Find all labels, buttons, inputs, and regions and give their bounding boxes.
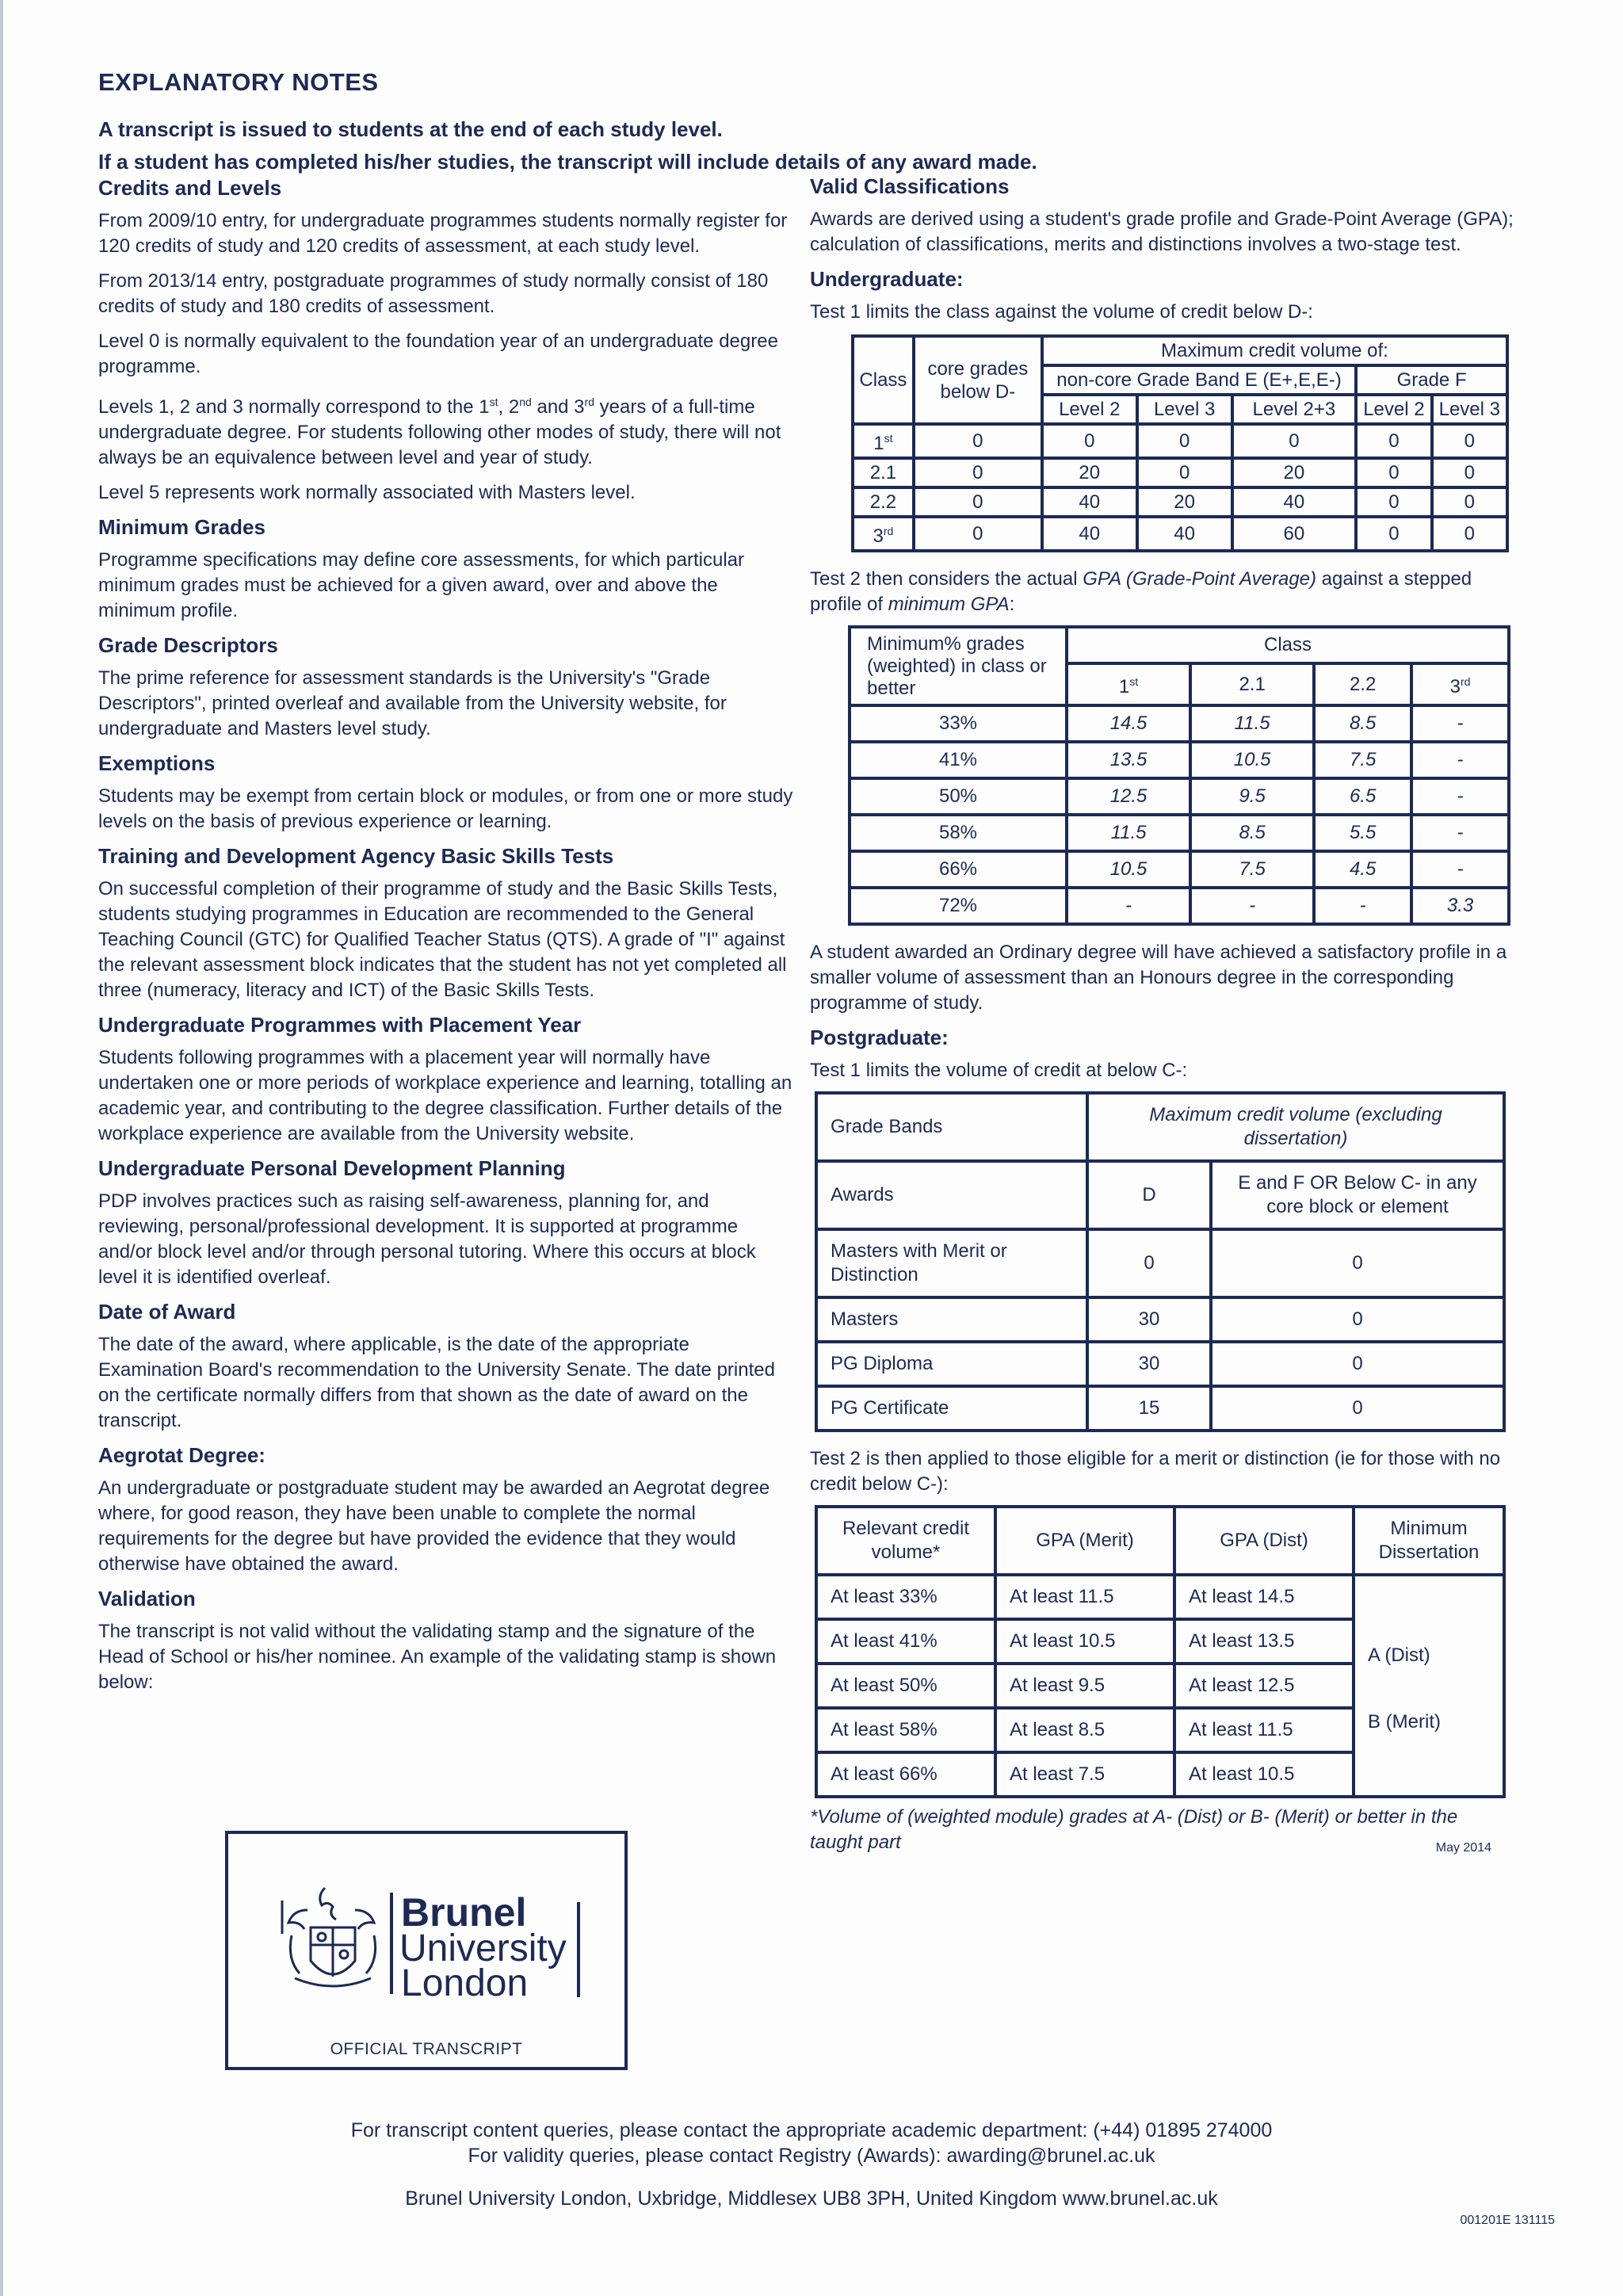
- pg-test2-table: [815, 1505, 1506, 1798]
- t3-cell: 0: [1087, 1229, 1211, 1297]
- t2-cell: -: [1314, 888, 1411, 924]
- t3-award: PG Diploma: [816, 1342, 1087, 1386]
- t3-header-bands: Grade Bands: [816, 1093, 1087, 1161]
- t4-cell: At least 66%: [816, 1752, 995, 1797]
- footer-content-queries: For transcript content queries, please contact the appropriate academic department: (+44) 01895 274000: [350, 2119, 1273, 2141]
- t3-cell: 30: [1087, 1342, 1211, 1386]
- t1-header-max: Maximum credit volume of:: [1042, 336, 1507, 365]
- t1-cell: 0: [1356, 458, 1431, 487]
- t1-cell: 0: [1432, 487, 1507, 517]
- t2-cell: 7.5: [1314, 742, 1411, 778]
- grade-descriptors-p1: The prime reference for assessment standards is the University's "Grade Descriptors", printed overleaf and available from the University website, for undergraduate and Masters level study.: [98, 667, 727, 739]
- t2-cell: 9.5: [1190, 778, 1314, 815]
- t1-cell: 0: [1137, 424, 1232, 458]
- sup-rd: rd: [584, 395, 594, 408]
- t3-header-max: Maximum credit volume (excluding dissertation): [1087, 1093, 1504, 1161]
- t1-cell: 0: [1232, 424, 1357, 458]
- heading-tda: Training and Development Agency Basic Skills Tests: [98, 844, 614, 868]
- t4-cell: At least 7.5: [995, 1752, 1174, 1797]
- credits-p4-c: and 3: [531, 396, 585, 418]
- footer-validity-queries: For validity queries, please contact Registry (Awards): awarding@brunel.ac.uk: [468, 2145, 1155, 2167]
- footer: [0, 2118, 1623, 2211]
- t1-header-f-level3: Level 3: [1432, 395, 1507, 424]
- heading-pdp: Undergraduate Personal Development Planning: [98, 1156, 566, 1180]
- t1-cell: 0: [914, 517, 1042, 551]
- t1-header-f-level2: Level 2: [1356, 395, 1431, 424]
- pg-test1-table: [815, 1091, 1506, 1432]
- t3-cell: 30: [1087, 1297, 1211, 1342]
- heading-valid-classifications: Valid Classifications: [810, 174, 1010, 198]
- t1-header-level3: Level 3: [1137, 395, 1232, 424]
- t1-class-cell: 3rd: [853, 517, 914, 551]
- t3-award: Masters with Merit or Distinction: [816, 1229, 1087, 1297]
- section-tda: [98, 844, 796, 1003]
- t2-cell: 8.5: [1314, 705, 1411, 742]
- ug-test2-text: Test 2 then considers the actual GPA (Grade-Point Average) against a stepped profile of minimum GPA:: [810, 568, 1472, 615]
- logo-line-3: London: [401, 1962, 529, 2004]
- t1-cell: 20: [1042, 458, 1137, 487]
- t2-pct: 72%: [850, 888, 1067, 924]
- t1-cell: 0: [1432, 517, 1507, 551]
- t1-cell: 0: [914, 487, 1042, 517]
- t2-cell: 14.5: [1067, 705, 1190, 742]
- t1-cell: 0: [1356, 424, 1431, 458]
- t2-cell: -: [1411, 851, 1509, 888]
- section-credits: [98, 176, 796, 506]
- heading-min-grades: Minimum Grades: [98, 515, 265, 539]
- t2-header-21: 2.1: [1190, 663, 1314, 705]
- t3-header-awards: Awards: [816, 1161, 1087, 1229]
- t2-header-22: 2.2: [1314, 663, 1411, 705]
- credits-p4: [98, 389, 796, 471]
- left-column: [98, 176, 796, 1705]
- tda-p1: On successful completion of their programme of study and the Basic Skills Tests, students studying programmes in Education are recommended to the General Teaching Council (GTC) for Qualified Teacher Status (QTS). A grade of "I" against the relevant assessment block indicates that the student has not yet completed all three (numeracy, literacy and ICT) of the Basic Skills Tests.: [98, 878, 787, 1001]
- t1-cell: 0: [914, 458, 1042, 487]
- t4-cell: At least 11.5: [1174, 1708, 1354, 1752]
- t2-cell: -: [1411, 815, 1509, 851]
- heading-credits: Credits and Levels: [98, 176, 282, 200]
- table-row: [853, 424, 1507, 458]
- t2-cell: 7.5: [1190, 851, 1314, 888]
- sup-st: st: [489, 395, 498, 408]
- intro-line-2: If a student has completed his/her studies, the transcript will include details of any award made.: [98, 150, 1037, 174]
- validating-stamp-example: [225, 1831, 628, 2070]
- t2-cell: 6.5: [1314, 778, 1411, 815]
- validation-p1: The transcript is not valid without the validating stamp and the signature of the Head of School or his/her nominee. An example of the validating stamp is shown below:: [98, 1621, 777, 1693]
- heading-aegrotat: Aegrotat Degree:: [98, 1443, 265, 1467]
- t3-cell: 0: [1211, 1342, 1504, 1386]
- section-placement: [98, 1013, 796, 1147]
- table-row: [816, 1297, 1504, 1342]
- t4-cell: At least 11.5: [995, 1575, 1174, 1619]
- t1-cell: 40: [1137, 517, 1232, 551]
- t1-cell: 20: [1137, 487, 1232, 517]
- exemptions-p1: Students may be exempt from certain block or modules, or from one or more study levels on the basis of previous experience or learning.: [98, 785, 793, 832]
- ug-test1-table: [851, 334, 1509, 552]
- table-row: [816, 1575, 1504, 1619]
- t2-cell: -: [1411, 778, 1509, 815]
- t2-pct: 41%: [850, 742, 1067, 778]
- t3-cell: 0: [1211, 1229, 1504, 1297]
- t2-cell: -: [1190, 888, 1314, 924]
- pdp-p1: PDP involves practices such as raising self-awareness, planning for, and reviewing, personal/professional development. It is supported at programme and/or block level and/or through personal tutoring. Where this occurs at block level it is identified overleaf.: [98, 1190, 756, 1288]
- t2-cell: 10.5: [1190, 742, 1314, 778]
- t1-cell: 60: [1232, 517, 1357, 551]
- t3-cell: 0: [1211, 1297, 1504, 1342]
- heading-exemptions: Exemptions: [98, 751, 216, 775]
- credits-p4-a: Levels 1, 2 and 3 normally correspond to the 1: [98, 396, 490, 418]
- t4-min-dissertation: [1354, 1575, 1504, 1797]
- credits-p4-d: years of a full-time undergraduate degree. For students following other modes of study, there will not always be an equivalence between level and year of study.: [98, 396, 781, 468]
- footer-address: Brunel University London, Uxbridge, Middlesex UB8 3PH, United Kingdom www.brunel.ac.uk: [405, 2187, 1218, 2210]
- t2-header-min: Minimum% grades (weighted) in class or better: [850, 627, 1067, 705]
- heading-postgraduate: Postgraduate:: [810, 1026, 949, 1049]
- min-grades-p1: Programme specifications may define core assessments, for which particular minimum grades must be achieved for a given award, over and above the minimum profile.: [98, 549, 744, 621]
- t1-cell: 40: [1042, 487, 1137, 517]
- table-row: [853, 487, 1507, 517]
- section-pdp: [98, 1156, 796, 1290]
- credits-p2: From 2013/14 entry, postgraduate programmes of study normally consist of 180 credits of study and 180 credits of assessment.: [98, 270, 769, 317]
- t3-header-d: D: [1087, 1161, 1211, 1229]
- t2-cell: -: [1411, 705, 1509, 742]
- t2-cell: 4.5: [1314, 851, 1411, 888]
- t2-cell: 5.5: [1314, 815, 1411, 851]
- crest-icon: [282, 1888, 376, 1986]
- t4-cell: At least 10.5: [995, 1619, 1174, 1664]
- heading-validation: Validation: [98, 1587, 196, 1610]
- heading-grade-descriptors: Grade Descriptors: [98, 633, 278, 657]
- section-exemptions: [98, 751, 796, 835]
- logo-line-2: University: [399, 1927, 567, 1969]
- t2-cell: 11.5: [1190, 705, 1314, 742]
- t4-diss-a: A (Dist): [1368, 1645, 1430, 1666]
- t1-header-core: core grades below D-: [914, 336, 1042, 424]
- t4-header-volume: Relevant credit volume*: [816, 1507, 995, 1575]
- t2-pct: 66%: [850, 851, 1067, 888]
- t1-header-noncore: non-core Grade Band E (E+,E,E-): [1042, 365, 1356, 395]
- heading-undergraduate: Undergraduate:: [810, 267, 964, 291]
- heading-placement: Undergraduate Programmes with Placement Year: [98, 1013, 582, 1037]
- version-date: May 2014: [1435, 1841, 1491, 1855]
- footnote-block: [810, 1805, 1523, 1855]
- section-grade-descriptors: [98, 633, 796, 742]
- credits-p4-b: , 2: [498, 396, 520, 418]
- table-row: [850, 815, 1509, 851]
- t2-cell: 3.3: [1411, 888, 1509, 924]
- t2-pct: 50%: [850, 778, 1067, 815]
- t2-header-1st: 1st: [1067, 663, 1190, 705]
- t4-cell: At least 8.5: [995, 1708, 1174, 1752]
- t2-cell: 13.5: [1067, 742, 1190, 778]
- footnote: *Volume of (weighted module) grades at A- (Dist) or B- (Merit) or better in the taught part: [810, 1806, 1458, 1853]
- t1-cell: 0: [1137, 458, 1232, 487]
- t1-cell: 40: [1042, 517, 1137, 551]
- credits-p3: Level 0 is normally equivalent to the foundation year of an undergraduate degree programme.: [98, 330, 778, 377]
- t1-header-class: Class: [853, 336, 914, 424]
- t1-class-cell: 1st: [853, 424, 914, 458]
- section-aegrotat: [98, 1443, 796, 1577]
- t4-cell: At least 14.5: [1174, 1575, 1354, 1619]
- sup-nd: nd: [519, 395, 532, 408]
- section-date-of-award: [98, 1300, 796, 1434]
- t2-cell: 10.5: [1067, 851, 1190, 888]
- date-of-award-p1: The date of the award, where applicable, is the date of the appropriate Examination Board's recommendation to the University Senate. The date printed on the certificate normally differs from that shown as the date of award on the transcript.: [98, 1334, 775, 1431]
- t1-header-level2: Level 2: [1042, 395, 1137, 424]
- t4-cell: At least 33%: [816, 1575, 995, 1619]
- table-row: [850, 851, 1509, 888]
- t1-cell: 0: [914, 424, 1042, 458]
- t3-award: PG Certificate: [816, 1386, 1087, 1431]
- t4-header-dist: GPA (Dist): [1174, 1507, 1354, 1575]
- table-row: [850, 888, 1509, 924]
- t1-cell: 0: [1356, 517, 1431, 551]
- t2-cell: -: [1411, 742, 1509, 778]
- t1-cell: 40: [1232, 487, 1357, 517]
- t1-cell: 0: [1356, 487, 1431, 517]
- brunel-crest-logo: [276, 1878, 585, 2005]
- page-title: EXPLANATORY NOTES: [98, 68, 379, 96]
- t1-header-gradef: Grade F: [1356, 365, 1507, 395]
- t2-pct: 33%: [850, 705, 1067, 742]
- t2-cell: 12.5: [1067, 778, 1190, 815]
- table-row: [853, 458, 1507, 487]
- t4-header-dissertation: Minimum Dissertation: [1354, 1507, 1504, 1575]
- section-validation: [98, 1587, 796, 1695]
- aegrotat-p1: An undergraduate or postgraduate student may be awarded an Aegrotat degree where, for good reason, they have been unable to complete the normal requirements for the degree but have provided the evidence that they would otherwise have obtained the award.: [98, 1477, 770, 1575]
- section-min-grades: [98, 515, 796, 624]
- table-row: [850, 705, 1509, 742]
- t2-header-3rd: 3rd: [1411, 663, 1509, 705]
- t4-cell: At least 41%: [816, 1619, 995, 1664]
- t4-cell: At least 13.5: [1174, 1619, 1354, 1664]
- t4-cell: At least 12.5: [1174, 1664, 1354, 1708]
- t1-cell: 20: [1232, 458, 1357, 487]
- t4-cell: At least 50%: [816, 1664, 995, 1708]
- intro-line-1: A transcript is issued to students at the end of each study level.: [98, 117, 723, 141]
- stamp-caption: OFFICIAL TRANSCRIPT: [330, 2040, 523, 2058]
- ug-test1-text: Test 1 limits the class against the volume of credit below D-:: [810, 301, 1313, 323]
- t2-header-class: Class: [1067, 627, 1509, 663]
- heading-date-of-award: Date of Award: [98, 1300, 236, 1324]
- t1-cell: 0: [1042, 424, 1137, 458]
- table-row: [850, 742, 1509, 778]
- placement-p1: Students following programmes with a placement year will normally have undertaken one or more periods of workplace experience and learning, totalling an academic year, and contributing to the degree classification. Further details of the workplace experience are available from the University website.: [98, 1047, 792, 1144]
- pg-test1-text: Test 1 limits the volume of credit at below C-:: [810, 1060, 1188, 1081]
- t2-pct: 58%: [850, 815, 1067, 851]
- scan-edge: [0, 0, 3, 2296]
- t3-cell: 15: [1087, 1386, 1211, 1431]
- t3-cell: 0: [1211, 1386, 1504, 1431]
- t3-award: Masters: [816, 1297, 1087, 1342]
- valid-classifications-p: Awards are derived using a student's grade profile and Grade-Point Average (GPA); calculation of classifications, merits and distinctions involves a two-stage test.: [810, 208, 1514, 255]
- t1-cell: 0: [1432, 458, 1507, 487]
- ordinary-degree-text: A student awarded an Ordinary degree will have achieved a satisfactory profile in a smaller volume of assessment than an Honours degree in the corresponding programme of study.: [810, 942, 1507, 1014]
- t4-cell: At least 58%: [816, 1708, 995, 1752]
- t4-header-merit: GPA (Merit): [995, 1507, 1174, 1575]
- t3-header-ef: E and F OR Below C- in any core block or element: [1211, 1161, 1504, 1229]
- document-reference: 001201E 131115: [1460, 2214, 1555, 2227]
- t4-cell: At least 9.5: [995, 1664, 1174, 1708]
- table-row: [850, 778, 1509, 815]
- logo-line-1: Brunel: [401, 1890, 527, 1935]
- t1-class-cell: 2.2: [853, 487, 914, 517]
- pg-test2-text: Test 2 is then applied to those eligible for a merit or distinction (ie for those with no credit below C-):: [810, 1448, 1501, 1495]
- credits-p1: From 2009/10 entry, for undergraduate programmes students normally register for 120 credits of study and 120 credits of assessment, at each study level.: [98, 210, 788, 257]
- t1-cell: 0: [1432, 424, 1507, 458]
- t1-header-level23: Level 2+3: [1232, 395, 1357, 424]
- t2-cell: 8.5: [1190, 815, 1314, 851]
- ug-test2-table: [848, 625, 1510, 926]
- t4-diss-b: B (Merit): [1368, 1711, 1441, 1733]
- t1-class-cell: 2.1: [853, 458, 914, 487]
- right-column: [810, 174, 1523, 1855]
- intro: [98, 117, 1525, 182]
- credits-p5: Level 5 represents work normally associated with Masters level.: [98, 482, 636, 503]
- table-row: [853, 517, 1507, 551]
- t4-cell: At least 10.5: [1174, 1752, 1354, 1797]
- table-row: [816, 1386, 1504, 1431]
- table-row: [816, 1342, 1504, 1386]
- t2-cell: -: [1067, 888, 1190, 924]
- t2-cell: 11.5: [1067, 815, 1190, 851]
- table-row: [816, 1229, 1504, 1297]
